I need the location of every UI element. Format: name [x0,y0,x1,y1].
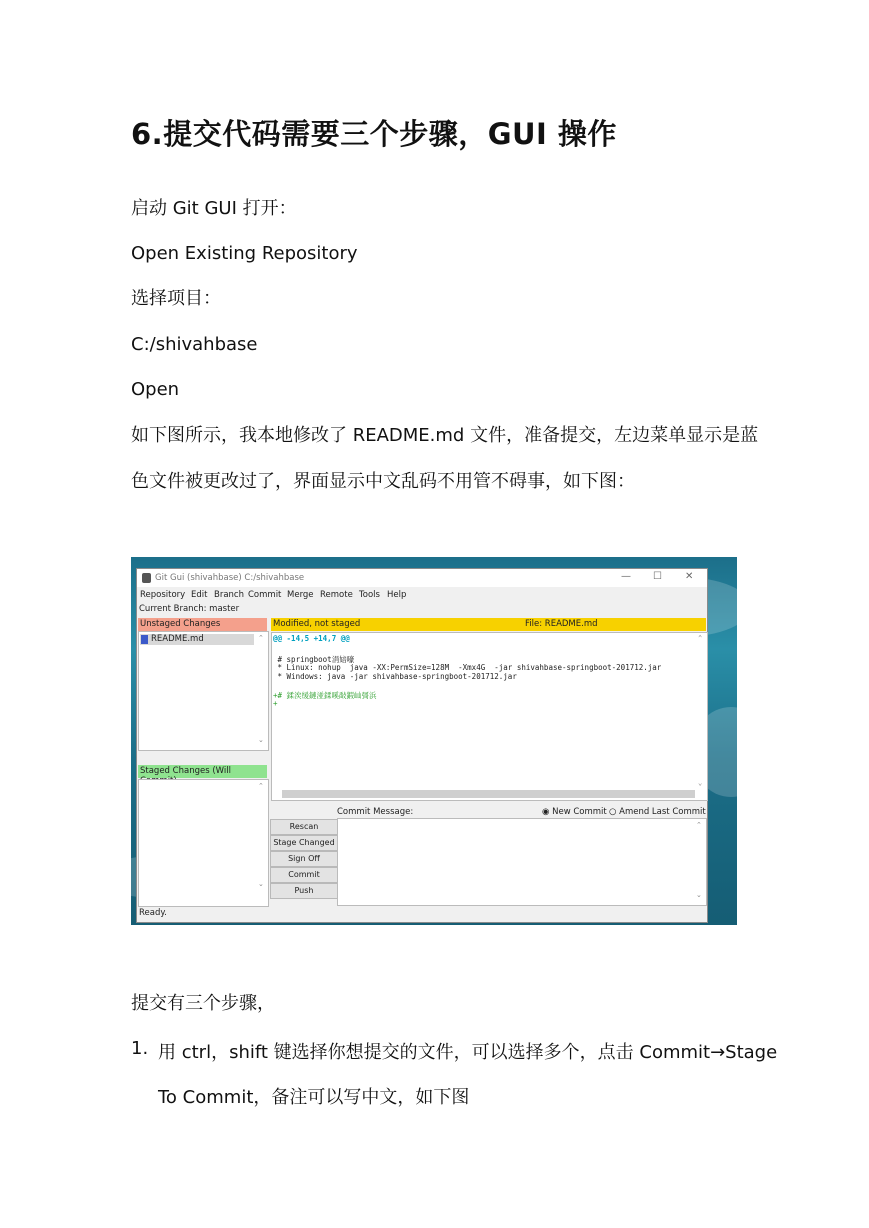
unstaged-list[interactable] [138,631,269,751]
staged-header [138,765,267,778]
git-gui-screenshot [131,557,737,925]
push-button[interactable]: Push [270,883,338,899]
menu-tools[interactable]: Tools [359,590,380,600]
radio-new-commit[interactable]: ◉ New Commit [542,807,607,817]
git-gui-window [136,568,708,923]
stage-changed-button[interactable]: Stage Changed [270,835,338,851]
minimize-icon[interactable]: — [621,571,631,582]
scroll-down-icon[interactable]: ⌄ [258,736,264,744]
git-gui-app-icon [142,573,151,583]
status-bar: Ready. [139,908,167,918]
radio-amend-label: Amend Last Commit [619,807,706,817]
title-bar [137,569,707,587]
menu-edit[interactable]: Edit [191,590,208,600]
list-item-line-1: 用 ctrl，shift 键选择你想提交的文件，可以选择多个，点击 Commit→Stage [158,1042,778,1063]
diff-line: * Linux: nohup java -XX:PermSize=128M -Xmx4G -jar shivahbase-springboot-201712.jar [273,663,662,672]
menu-remote[interactable]: Remote [320,590,353,600]
paragraph-desc-2: 色文件被更改过了，界面显示中文乱码不用管不碍事，如下图： [131,471,635,492]
diff-status: Modified, not staged [273,619,361,629]
diff-file: File: README.md [525,619,598,629]
menu-commit[interactable]: Commit [248,590,282,600]
scroll-down-icon[interactable]: ⌄ [258,880,264,888]
unstaged-header-label: Unstaged Changes [140,619,221,629]
menu-help[interactable]: Help [387,590,407,600]
radio-new-commit-label: New Commit [552,807,607,817]
unstaged-file-row[interactable] [140,634,254,645]
list-number: 1. [131,1038,149,1059]
staged-list[interactable] [138,779,269,907]
diff-view[interactable] [271,632,708,801]
scroll-up-icon[interactable]: ⌃ [258,634,264,642]
menu-bar [137,588,707,601]
scroll-up-icon[interactable]: ⌃ [696,821,702,829]
diff-line: * Windows: java -jar shivahbase-springboot-201712.jar [273,672,517,681]
sign-off-button[interactable]: Sign Off [270,851,338,867]
commit-button[interactable]: Commit [270,867,338,883]
window-title: Git Gui (shivahbase) C:/shivahbase [155,573,305,583]
maximize-icon[interactable]: ☐ [653,571,662,582]
menu-branch[interactable]: Branch [214,590,244,600]
scroll-up-icon[interactable]: ⌃ [258,782,264,790]
radio-amend-commit[interactable]: ○ Amend Last Commit [609,807,706,817]
paragraph-select-project: 选择项目： [131,288,221,309]
paragraph-launch: 启动 Git GUI 打开： [131,198,297,219]
commit-message-label: Commit Message: [337,807,414,817]
unstaged-header [138,618,267,631]
current-branch: Current Branch: master [139,604,240,614]
scroll-up-icon[interactable]: ⌃ [698,634,703,642]
unstaged-file-name: README.md [151,634,204,644]
menu-repository[interactable]: Repository [140,590,186,600]
scroll-down-icon[interactable]: ⌄ [698,779,703,787]
modified-file-icon [141,635,148,644]
section-heading: 6.提交代码需要三个步骤，GUI 操作 [131,117,617,151]
list-item-line-2: To Commit，备注可以写中文，如下图 [158,1087,470,1108]
paragraph-path: C:/shivahbase [131,334,258,355]
diff-hunk-header: @@ -14,5 +14,7 @@ [273,634,350,643]
paragraph-open: Open [131,379,180,400]
paragraph-desc-1: 如下图所示，我本地修改了 README.md 文件，准备提交，左边菜单显示是蓝 [131,425,759,446]
close-icon[interactable]: ✕ [685,571,694,582]
diff-line: # springboot涓婄嚎 [273,655,355,664]
scroll-down-icon[interactable]: ⌄ [696,891,702,899]
diff-added-line: +# 鍒涘缓鏈湴鍒嗘敮鍜屾彁浜 [273,691,377,700]
diff-horizontal-scrollbar[interactable] [282,790,695,798]
menu-merge[interactable]: Merge [287,590,314,600]
paragraph-three-steps: 提交有三个步骤， [131,993,275,1014]
paragraph-open-existing: Open Existing Repository [131,243,358,264]
diff-added-line: + [273,699,278,708]
commit-message-input[interactable] [337,818,707,906]
diff-header [271,618,706,631]
staged-header-label: Staged Changes (Will [140,766,231,776]
rescan-button[interactable]: Rescan [270,819,338,835]
